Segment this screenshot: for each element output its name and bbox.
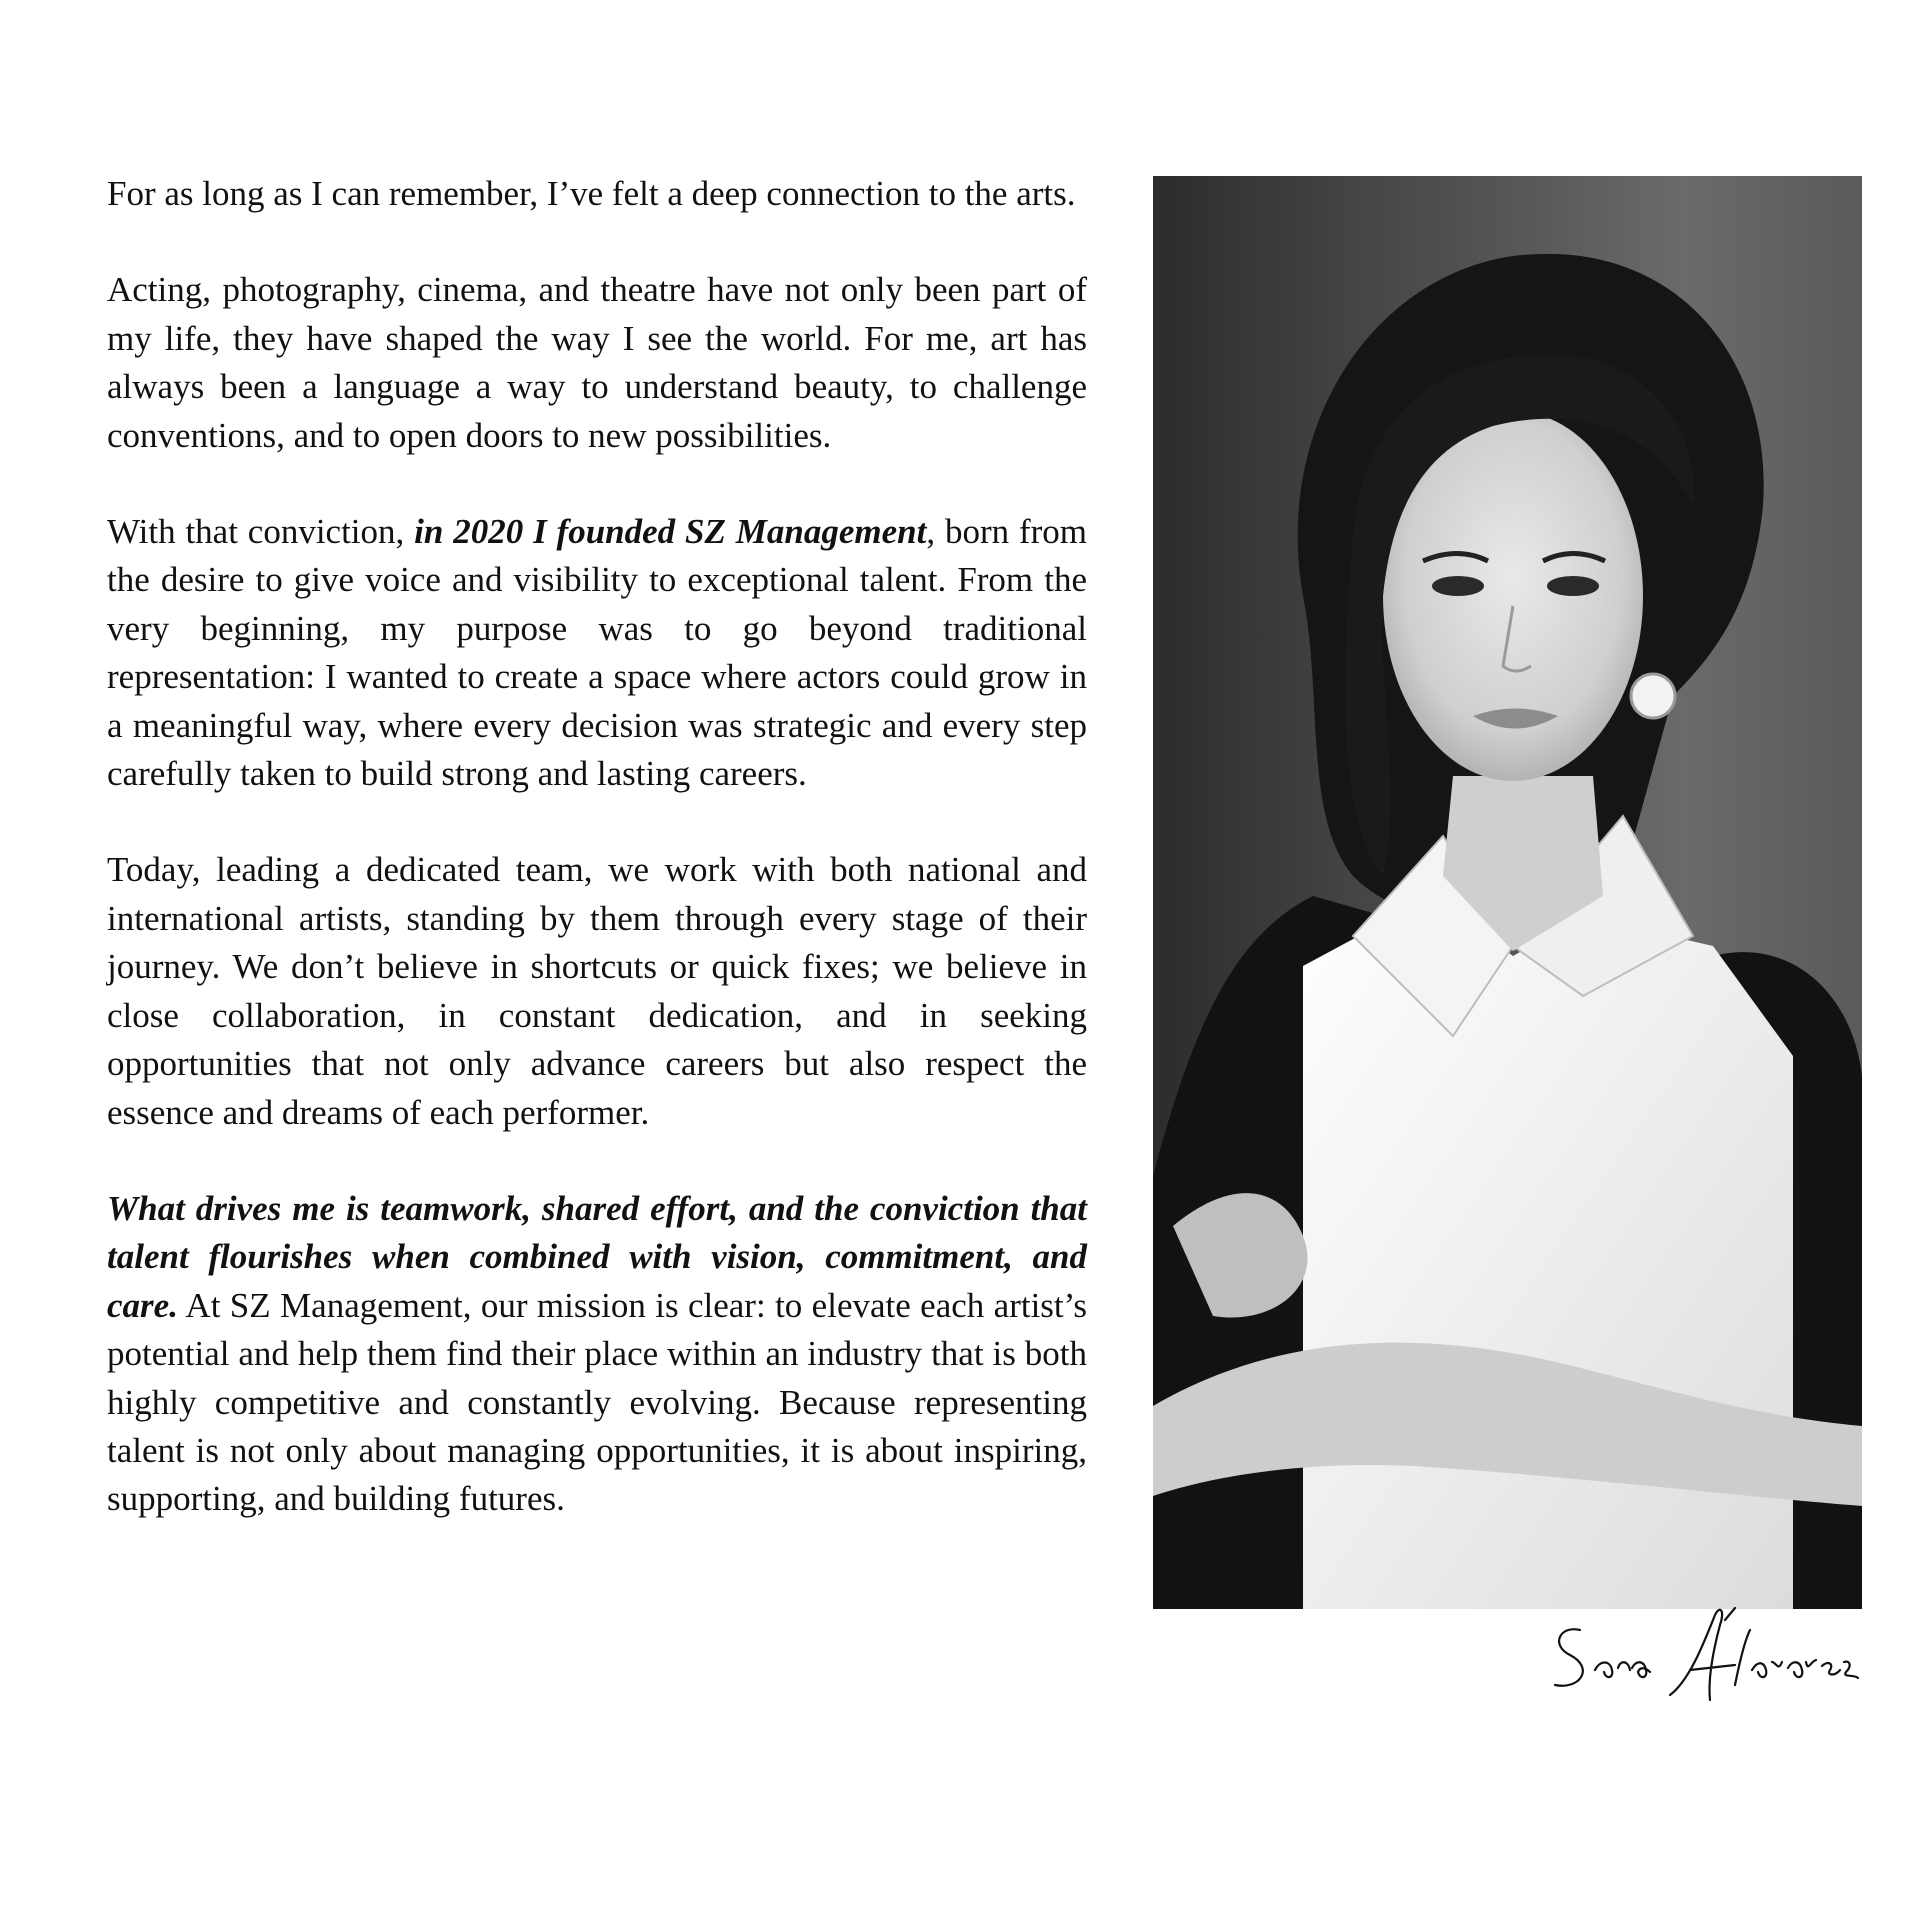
mission-emphasis: What drives me is teamwork, shared effort, and the conviction that talent flourishes when combined with vision, commitment, and care. — [107, 1188, 1087, 1325]
paragraph-intro — [107, 170, 1087, 218]
paragraph-founding-lead: With that conviction, — [107, 512, 415, 552]
paragraph-mission — [107, 1185, 1087, 1524]
paragraph-mission-rest: At SZ Management, our mission is clear: to elevate each artist’s potential and help them find their place within an industry that is both highly competitive and constantly evolving. Because representing talent is not only about managing opportunities, it is about inspiring, supporting, and building futures. — [107, 1285, 1087, 1519]
paragraph-today — [107, 846, 1087, 1136]
portrait-photo — [1153, 176, 1862, 1609]
letter-body — [107, 170, 1087, 1524]
paragraph-founding-rest: , born from the desire to give voice and visibility to exceptional talent. From the very beginning, my purpose was to go beyond traditional representation: I wanted to create a space where actors could grow in a meaningful way, where every decision was strategic and every step carefully taken to build strong and lasting careers. — [107, 512, 1087, 794]
paragraph-arts-text: Acting, photography, cinema, and theatre have not only been part of my life, they have shaped the way I see the world. For me, art has always been a language a way to understand beauty, to challenge conventions, and to open doors to new possibilities. — [107, 270, 1087, 455]
signature — [1540, 1600, 1870, 1720]
paragraph-today-text: Today, leading a dedicated team, we work with both national and international artists, standing by them through every stage of their journey. We don’t believe in shortcuts or quick fixes; we believe in close collaboration, in constant dedication, and in seeking opportunities that not only advance careers but also respect the essence and dreams of each performer. — [107, 850, 1087, 1132]
signature-scribble — [1540, 1600, 1870, 1720]
paragraph-intro-text: For as long as I can remember, I’ve felt a deep connection to the arts. — [107, 174, 1076, 213]
portrait-illustration — [1153, 176, 1862, 1609]
founding-emphasis: in 2020 I founded SZ Management — [414, 512, 927, 552]
paragraph-arts — [107, 266, 1087, 460]
paragraph-founding — [107, 508, 1087, 798]
